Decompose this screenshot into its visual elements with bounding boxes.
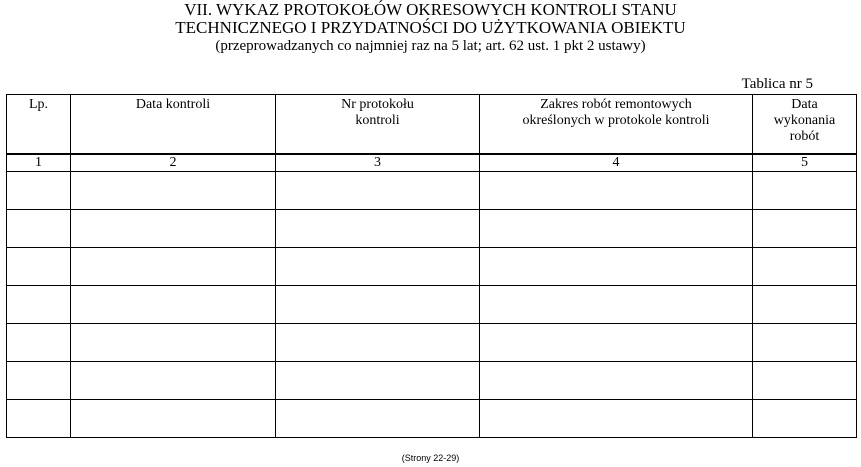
table-cell <box>480 324 753 362</box>
table-cell <box>753 210 857 248</box>
header-data-wykonania <box>753 95 857 155</box>
table-cell <box>480 286 753 324</box>
table-cell <box>7 324 71 362</box>
table-row <box>7 248 857 286</box>
subtitle: (przeprowadzanych co najmniej raz na 5 lat; art. 62 ust. 1 pkt 2 ustawy) <box>215 38 646 54</box>
table-cell <box>480 400 753 438</box>
table-cell <box>71 324 276 362</box>
table-cell <box>7 286 71 324</box>
table-cell <box>71 248 276 286</box>
column-number: 3 <box>276 154 480 172</box>
title-line-2: TECHNICZNEGO I PRZYDATNOŚCI DO UŻYTKOWANIA OBIEKTU <box>175 18 686 37</box>
column-number: 5 <box>753 154 857 172</box>
table-cell <box>7 400 71 438</box>
header-lp <box>7 95 71 155</box>
table-cell <box>71 286 276 324</box>
table-cell <box>753 400 857 438</box>
header-lp-text: Lp. <box>28 97 49 112</box>
page-range-footer: (Strony 22-29) <box>401 453 460 463</box>
table-cell <box>480 362 753 400</box>
table-cell <box>276 172 480 210</box>
table-cell <box>753 172 857 210</box>
table-cell <box>276 362 480 400</box>
table-cell <box>71 362 276 400</box>
table-cell <box>480 172 753 210</box>
table-cell <box>753 286 857 324</box>
table-cell <box>71 172 276 210</box>
header-data-wykonania-text: Data wykonania robót <box>773 97 836 144</box>
table-cell <box>7 210 71 248</box>
table-cell <box>753 248 857 286</box>
header-zakres-robot <box>480 95 753 155</box>
table-cell <box>276 248 480 286</box>
table-number-label: Tablica nr 5 <box>741 76 813 92</box>
table-cell <box>7 362 71 400</box>
table-body <box>7 95 857 438</box>
table-row <box>7 172 857 210</box>
table-cell <box>276 286 480 324</box>
column-number-row <box>7 154 857 172</box>
table-row <box>7 400 857 438</box>
table-cell <box>7 248 71 286</box>
table-row <box>7 210 857 248</box>
table-cell <box>276 324 480 362</box>
table-row <box>7 324 857 362</box>
column-number: 2 <box>71 154 276 172</box>
header-nr-protokolu <box>276 95 480 155</box>
title-line-1: VII. WYKAZ PROTOKOŁÓW OKRESOWYCH KONTROLI STANU <box>184 0 677 19</box>
table-cell <box>753 324 857 362</box>
table-row <box>7 286 857 324</box>
header-zakres-robot-text: Zakres robót remontowych określonych w protokole kontroli <box>522 97 710 128</box>
table-cell <box>480 248 753 286</box>
header-nr-protokolu-text: Nr protokołu kontroli <box>341 97 414 128</box>
column-number: 1 <box>7 154 71 172</box>
header-data-kontroli-text: Data kontroli <box>135 97 211 112</box>
document-header <box>0 0 861 55</box>
table-cell <box>71 210 276 248</box>
inspection-protocols-table <box>6 94 857 438</box>
table-cell <box>276 210 480 248</box>
header-row <box>7 95 857 155</box>
table-row <box>7 362 857 400</box>
table-cell <box>276 400 480 438</box>
table-cell <box>753 362 857 400</box>
table-cell <box>71 400 276 438</box>
table-cell <box>7 172 71 210</box>
column-number: 4 <box>480 154 753 172</box>
header-data-kontroli <box>71 95 276 155</box>
table-cell <box>480 210 753 248</box>
